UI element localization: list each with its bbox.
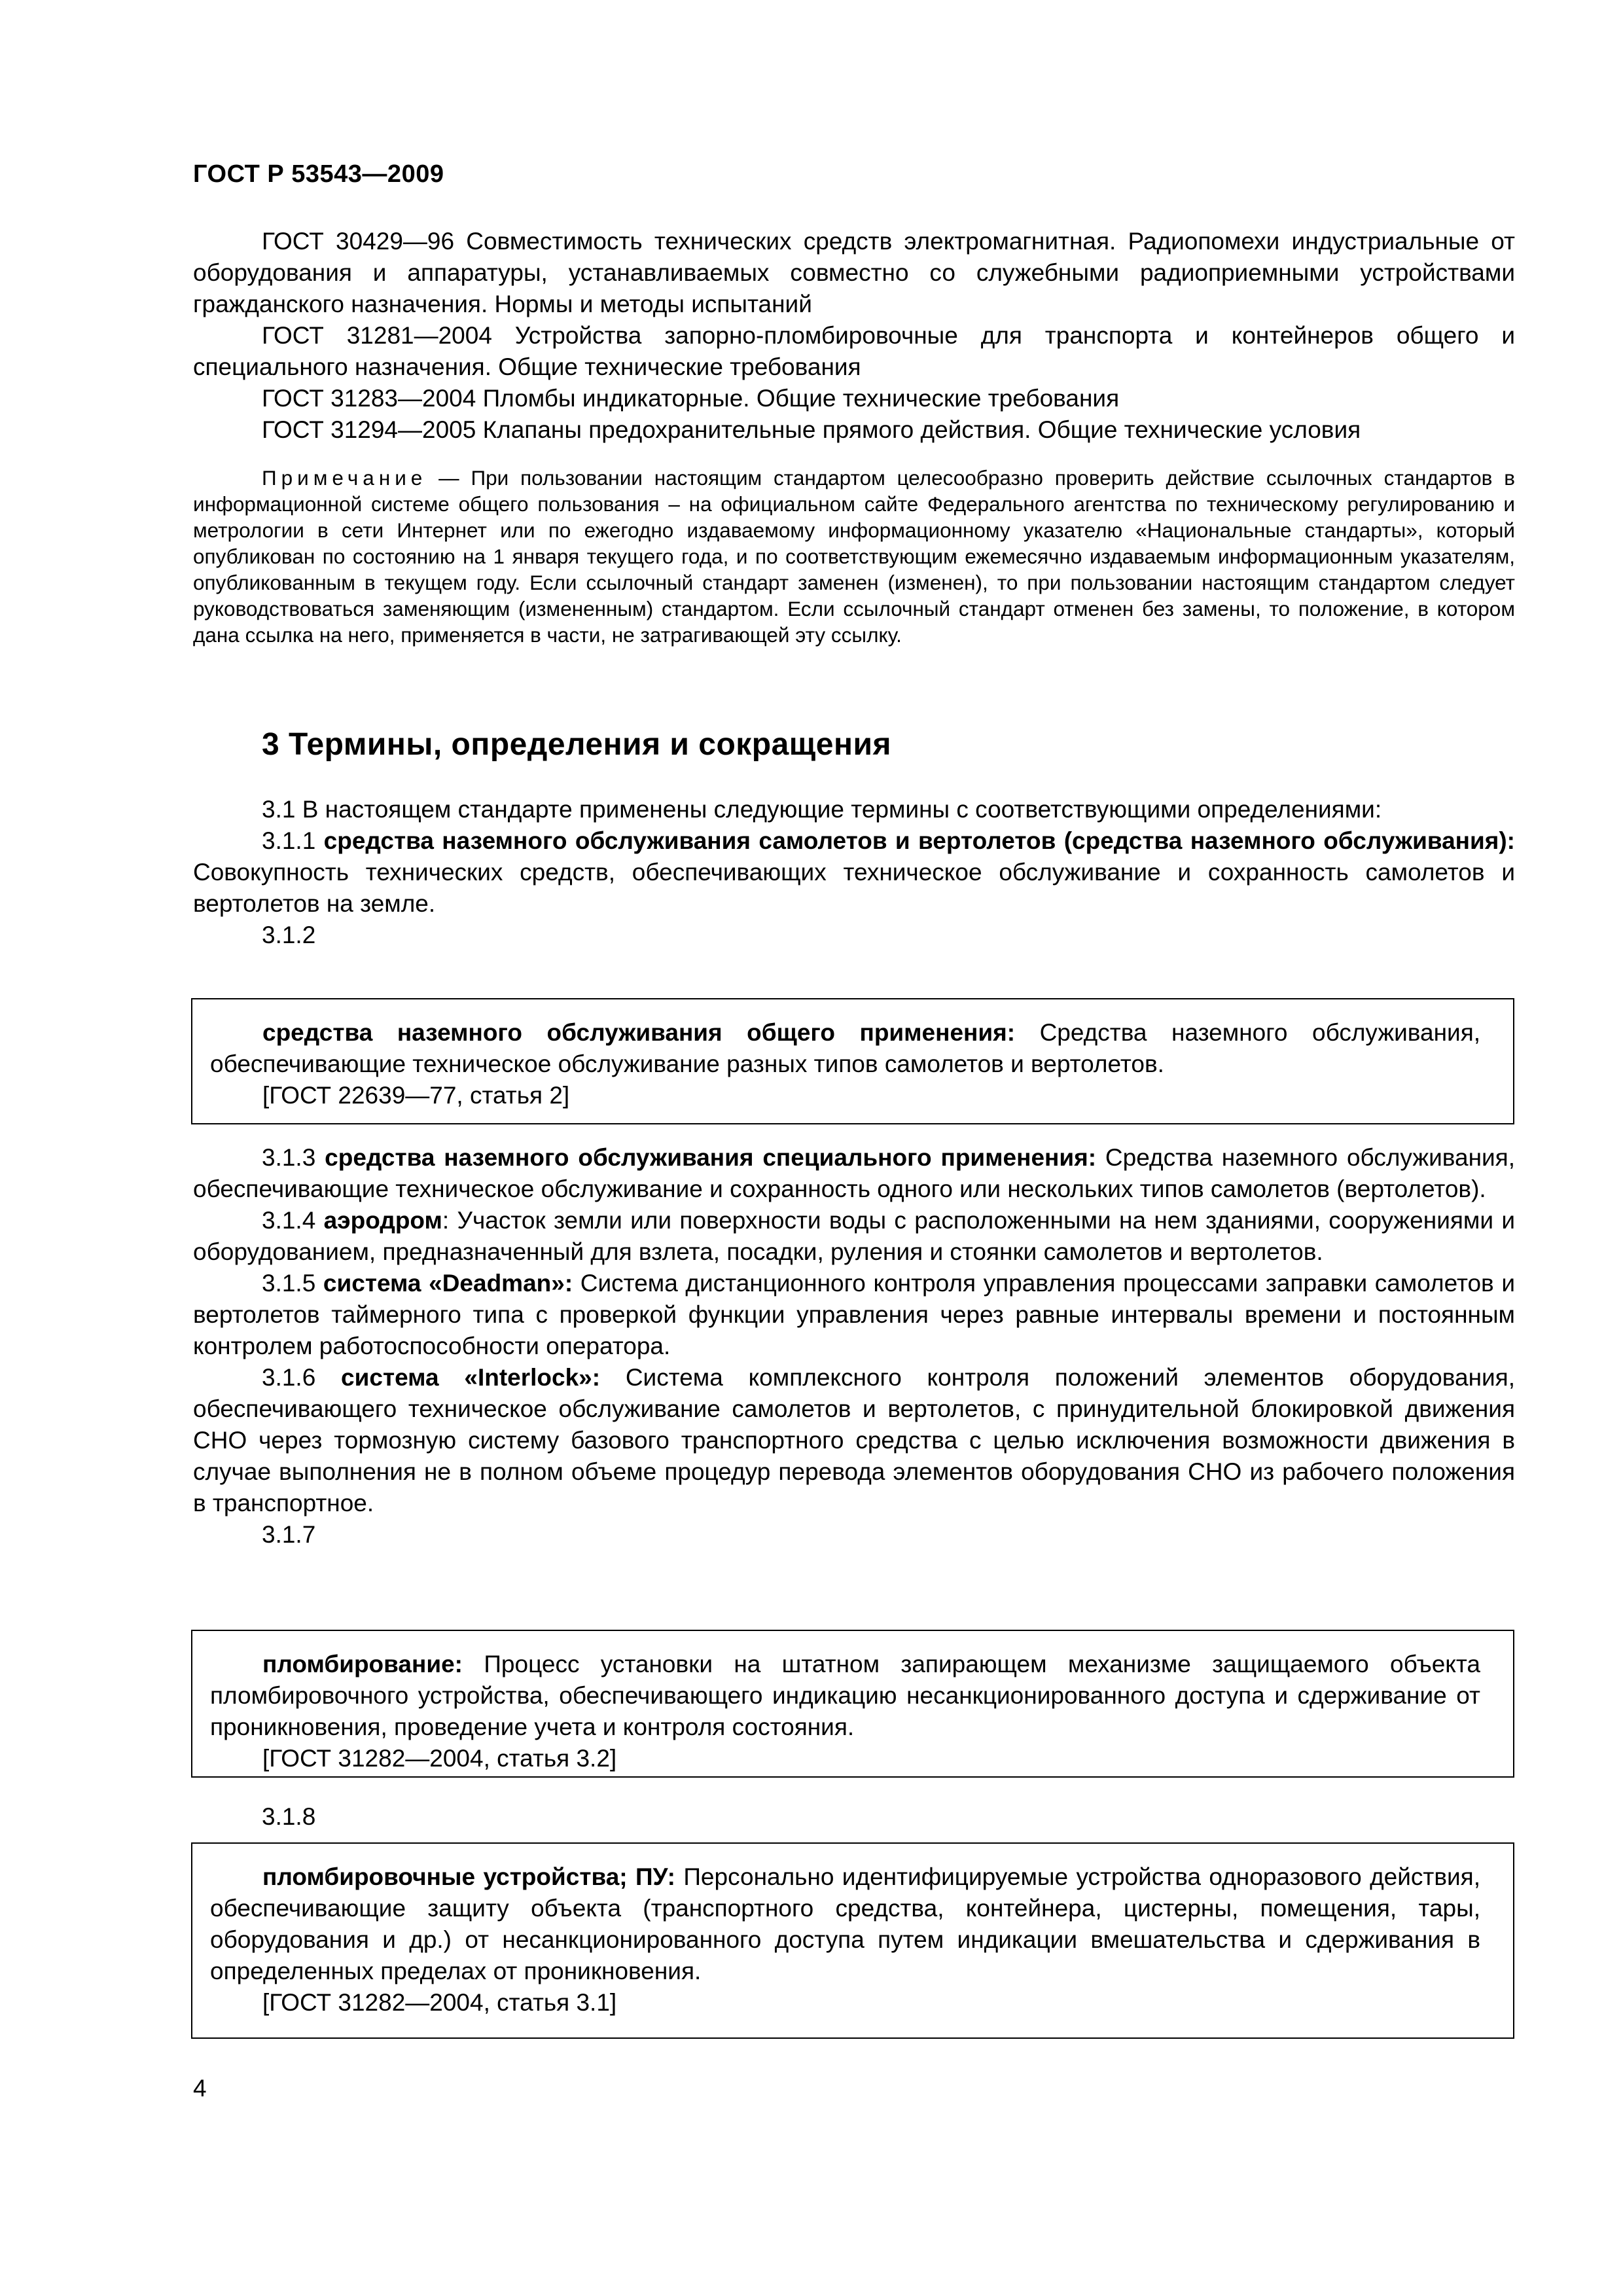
term-number-3-1-8: 3.1.8 [262, 1803, 316, 1830]
reference-item: ГОСТ 31283—2004 Пломбы индикаторные. Общие технические требования [262, 385, 1120, 412]
term-definition: Система дистанционного контроля управления процессами заправки самолетов и вертолетов таймерного типа с проверкой функции управления через равные интервалы времени и постоянным контролем работоспособности оператора. [193, 1270, 1515, 1359]
term-name: средства наземного обслуживания специального применения: [325, 1144, 1097, 1171]
boxed-definition [210, 1017, 1480, 1080]
term-source: [ГОСТ 22639—77, статья 2] [262, 1082, 570, 1109]
reference-item: ГОСТ 30429—96 Совместимость технических средств электромагнитная. Радиопомехи индустриальные от оборудования и аппаратуры, устанавливаемых совместно со служебными радиоприемными устройствами гражданского назначения. Нормы и методы испытаний [193, 228, 1515, 317]
term-number-3-1-7: 3.1.7 [262, 1521, 316, 1548]
term-definition: Средства наземного обслуживания, обеспечивающие техническое обслуживание разных типов самолетов и вертолетов. [210, 1019, 1481, 1077]
term-number: 3.1.6 [262, 1364, 342, 1391]
term-name: система «Interlock»: [341, 1364, 601, 1391]
term-definition: : Участок земли или поверхности воды с расположенными на нем зданиями, сооружениями и оборудованием, предназначенный для взлета, посадки, руления и стоянки самолетов и вертолетов. [193, 1207, 1515, 1265]
boxed-definition [210, 1861, 1480, 1987]
page-number: 4 [193, 2075, 207, 2102]
term-number: 3.1.1 [262, 827, 324, 854]
definitions-block-1 [193, 794, 1515, 951]
term-definition: Средства наземного обслуживания, обеспечивающие техническое обслуживание и сохранность одного или нескольких типов самолетов (вертолетов). [193, 1144, 1515, 1202]
note-paragraph [193, 465, 1515, 648]
term-definition: Персонально идентифицируемые устройства одноразового действия, обеспечивающие защиту объекта (транспортного средства, контейнера, цистерны, помещения, тары, оборудования и др.) от несанкционированного доступа путем индикации вмешательства и сдерживания в определенных пределах от проникновения. [210, 1863, 1480, 1984]
term-number: 3.1.5 [262, 1270, 323, 1297]
note-label: Примечание [262, 466, 427, 490]
note-text: — При пользовании настоящим стандартом целесообразно проверить действие ссылочных стандартов в информационной системе общего пользования – на официальном сайте Федерального агентства по техническому регулированию и метрологии в сети Интернет или по ежегодно издаваемому информационному указателю «Национальные стандарты», который опубликован по состоянию на 1 января текущего года, и по соответствующим ежемесячно издаваемым информационным указателям, опубликованным в текущем году. Если ссылочный стандарт заменен (изменен), то при пользовании настоящим стандартом следует руководствоваться заменяющим (измененным) стандартом. Если ссылочный стандарт отменен без замены, то положение, в котором дана ссылка на него, применяется в части, не затрагивающей эту ссылку. [193, 466, 1515, 647]
term-box-3-1-7 [191, 1630, 1514, 1778]
term-source: [ГОСТ 31282—2004, статья 3.1] [262, 1989, 617, 2016]
term-number: 3.1.4 [262, 1207, 324, 1234]
references-note [193, 465, 1515, 648]
term-name: пломбирование: [262, 1651, 463, 1677]
term-name: средства наземного обслуживания общего применения: [262, 1019, 1016, 1046]
term-number: 3.1.3 [262, 1144, 325, 1171]
term-3-1-1 [193, 825, 1515, 920]
term-box-3-1-8 [191, 1842, 1514, 2039]
term-box-3-1-2 [191, 998, 1514, 1124]
term-definition: Процесс установки на штатном запирающем механизме защищаемого объекта пломбировочного устройства, обеспечивающего индикацию несанкционированного доступа и сдерживание от проникновения, проведение учета и контроля состояния. [210, 1651, 1480, 1740]
reference-item: ГОСТ 31281—2004 Устройства запорно-пломбировочные для транспорта и контейнеров общего и специального назначения. Общие технические требования [193, 322, 1515, 380]
reference-item: ГОСТ 31294—2005 Клапаны предохранительные прямого действия. Общие технические условия [262, 416, 1361, 443]
normative-references [193, 226, 1515, 446]
boxed-definition [210, 1649, 1480, 1743]
term-3-1-6 [193, 1362, 1515, 1519]
document-header: ГОСТ Р 53543—2009 [193, 160, 444, 188]
term-name: пломбировочные устройства; ПУ: [262, 1863, 675, 1890]
term-definition: Система комплексного контроля положений элементов оборудования, обеспечивающего техническое обслуживание самолетов и вертолетов, с принудительной блокировкой движения СНО через тормозную систему базового транспортного средства с целью исключения возможности движения в случае выполнения не в полном объеме процедур перевода элементов оборудования СНО из рабочего положения в транспортное. [193, 1364, 1515, 1516]
term-definition: Совокупность технических средств, обеспечивающих техническое обслуживание и сохранность самолетов и вертолетов на земле. [193, 859, 1515, 917]
term-name: система «Deadman»: [323, 1270, 573, 1297]
term-3-1-4 [193, 1205, 1515, 1268]
term-source: [ГОСТ 31282—2004, статья 3.2] [262, 1745, 617, 1772]
section-title: 3 Термины, определения и сокращения [262, 727, 892, 762]
term-name: средства наземного обслуживания самолетов и вертолетов (средства наземного обслуживания): [323, 827, 1515, 854]
term-number-3-1-2: 3.1.2 [262, 922, 316, 948]
term-3-1-3 [193, 1142, 1515, 1205]
term-3-1-5 [193, 1268, 1515, 1362]
term-name: аэродром [323, 1207, 442, 1234]
section-intro: 3.1 В настоящем стандарте применены следующие термины с соответствующими определениями: [262, 796, 1382, 823]
definitions-block-2 [193, 1142, 1515, 1551]
